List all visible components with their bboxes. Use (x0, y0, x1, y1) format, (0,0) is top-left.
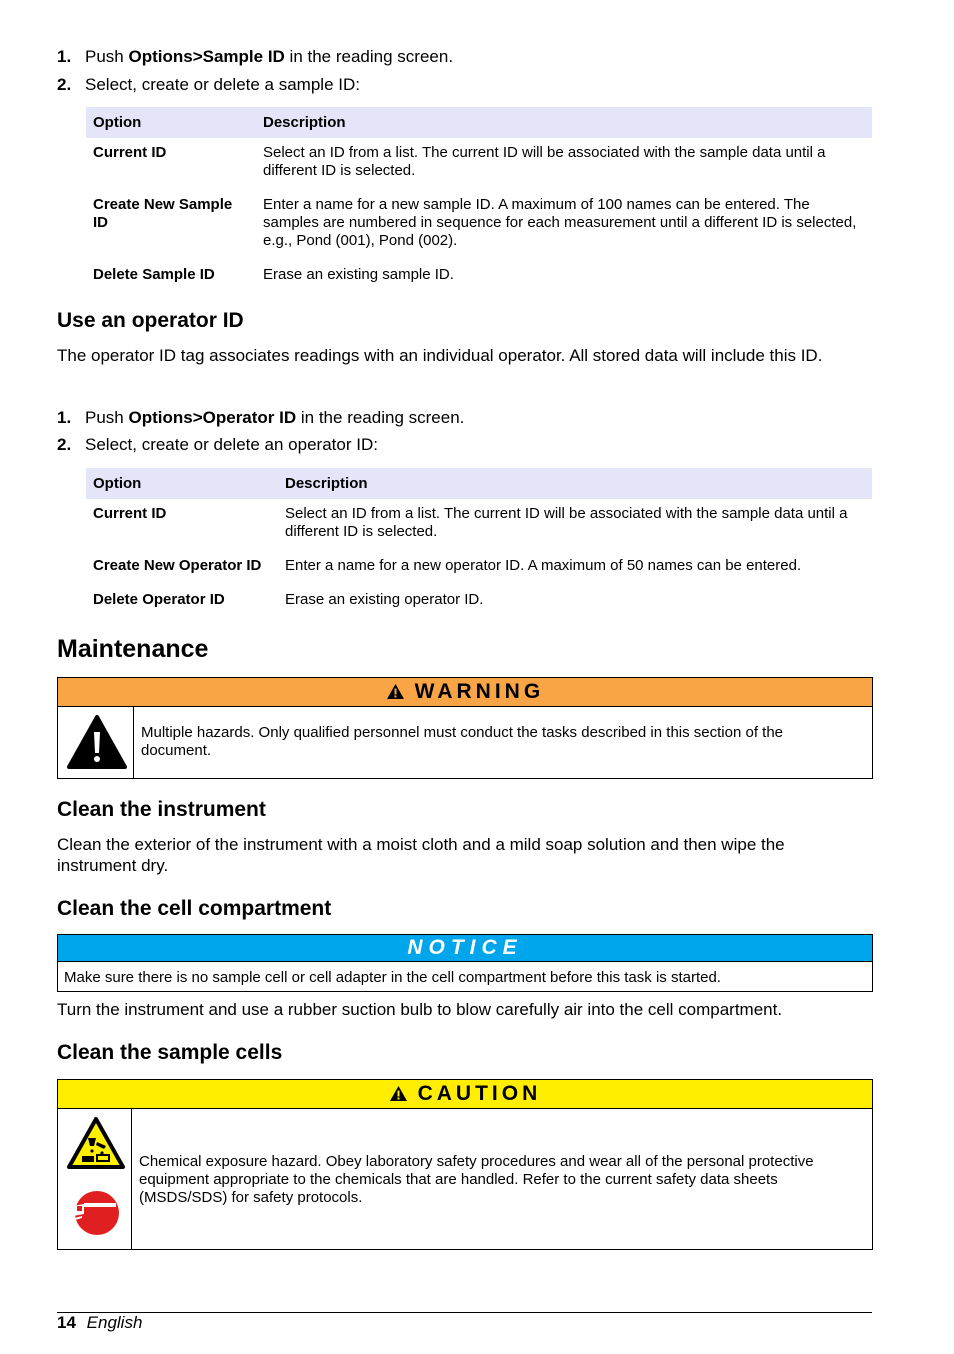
column-header: Option (86, 107, 256, 138)
table-header-row (86, 107, 872, 138)
section-heading-clean-instrument: Clean the instrument (57, 798, 266, 821)
notice-text: Make sure there is no sample cell or cell adapter in the cell compartment before this task is started. (64, 969, 721, 986)
warning-icon-cell (58, 707, 134, 778)
table-row (86, 551, 872, 585)
table-row (86, 499, 872, 551)
notice-label: NOTICE (407, 936, 523, 959)
description-cell: Select an ID from a list. The current ID will be associated with the sample data until a different ID is selected. (285, 505, 848, 540)
operator-id-options-table (86, 468, 872, 619)
menu-path: Options>Sample ID (128, 47, 285, 66)
page-footer (57, 1313, 142, 1333)
notice-header (58, 935, 872, 962)
column-header: Description (256, 107, 872, 138)
section-heading-clean-cell-compartment: Clean the cell compartment (57, 897, 332, 920)
option-cell: Delete Sample ID (93, 266, 215, 283)
chapter-heading-maintenance: Maintenance (57, 635, 209, 663)
caution-text: Chemical exposure hazard. Obey laboratory safety procedures and wear all of the personal protective equipment appropriate to the chemicals that are handled. Refer to the current safety data sheets (MSDS/SDS) for safety protocols. (139, 1153, 814, 1206)
notice-box (57, 934, 873, 992)
warning-box (57, 677, 873, 779)
step-number: 1. (57, 47, 72, 66)
description-cell: Erase an existing sample ID. (263, 266, 454, 283)
operator-step-1: 1. Push Options>Operator ID in the reading screen. (57, 408, 465, 427)
table-row (86, 585, 872, 619)
operator-step-2: 2. Select, create or delete an operator ID: (57, 435, 378, 454)
warning-triangle-icon (389, 1082, 408, 1110)
option-cell: Create New Operator ID (93, 557, 262, 574)
step-number: 2. (57, 75, 72, 94)
footer-rule (57, 1312, 872, 1313)
caution-icon-cell (58, 1109, 132, 1249)
sample-step-2: 2. Select, create or delete a sample ID: (57, 75, 360, 94)
option-cell: Delete Operator ID (93, 591, 225, 608)
corrosive-hazard-icon (66, 1116, 126, 1175)
warning-text: Multiple hazards. Only qualified personnel must conduct the tasks described in this section of the document. (141, 724, 784, 759)
footer-language: English (86, 1313, 143, 1332)
warning-header (58, 678, 872, 707)
table-row (86, 138, 872, 190)
option-cell: Current ID (93, 505, 167, 522)
protective-eyewear-icon (70, 1186, 120, 1245)
option-cell: Current ID (93, 144, 167, 161)
column-header: Description (278, 468, 872, 499)
caution-label: CAUTION (417, 1082, 542, 1105)
page-number: 14 (57, 1313, 76, 1332)
step-number: 2. (57, 435, 72, 454)
column-header: Option (86, 468, 278, 499)
option-cell: Create New Sample ID (93, 196, 233, 231)
description-cell: Enter a name for a new sample ID. A maximum of 100 names can be entered. The samples are numbered in sequence for each measurement until a different ID is selected, e.g., Pond (001), Pond (002). (263, 196, 857, 249)
section-heading-operator-id: Use an operator ID (57, 309, 244, 332)
sample-step-1: 1. Push Options>Sample ID in the reading screen. (57, 47, 454, 66)
table-header-row (86, 468, 872, 499)
table-row (86, 190, 872, 260)
clean-instrument-text: Clean the exterior of the instrument with a moist cloth and a mild soap solution and then wipe the instrument dry. (57, 835, 785, 875)
step-number: 1. (57, 408, 72, 427)
section-heading-clean-sample-cells: Clean the sample cells (57, 1041, 283, 1064)
warning-label: WARNING (414, 680, 545, 703)
clean-cell-compartment-text: Turn the instrument and use a rubber suction bulb to blow carefully air into the cell compartment. (57, 1000, 783, 1019)
sample-id-options-table (86, 107, 872, 294)
table-row (86, 260, 872, 294)
description-cell: Erase an existing operator ID. (285, 591, 484, 608)
caution-header (58, 1080, 872, 1109)
general-hazard-icon (66, 714, 128, 775)
description-cell: Enter a name for a new operator ID. A maximum of 50 names can be entered. (285, 557, 802, 574)
description-cell: Select an ID from a list. The current ID will be associated with the sample data until a different ID is selected. (263, 144, 826, 179)
warning-triangle-icon (386, 680, 405, 708)
operator-intro-text: The operator ID tag associates readings with an individual operator. All stored data will include this ID. (57, 346, 823, 365)
menu-path: Options>Operator ID (128, 408, 297, 427)
caution-box (57, 1079, 873, 1250)
